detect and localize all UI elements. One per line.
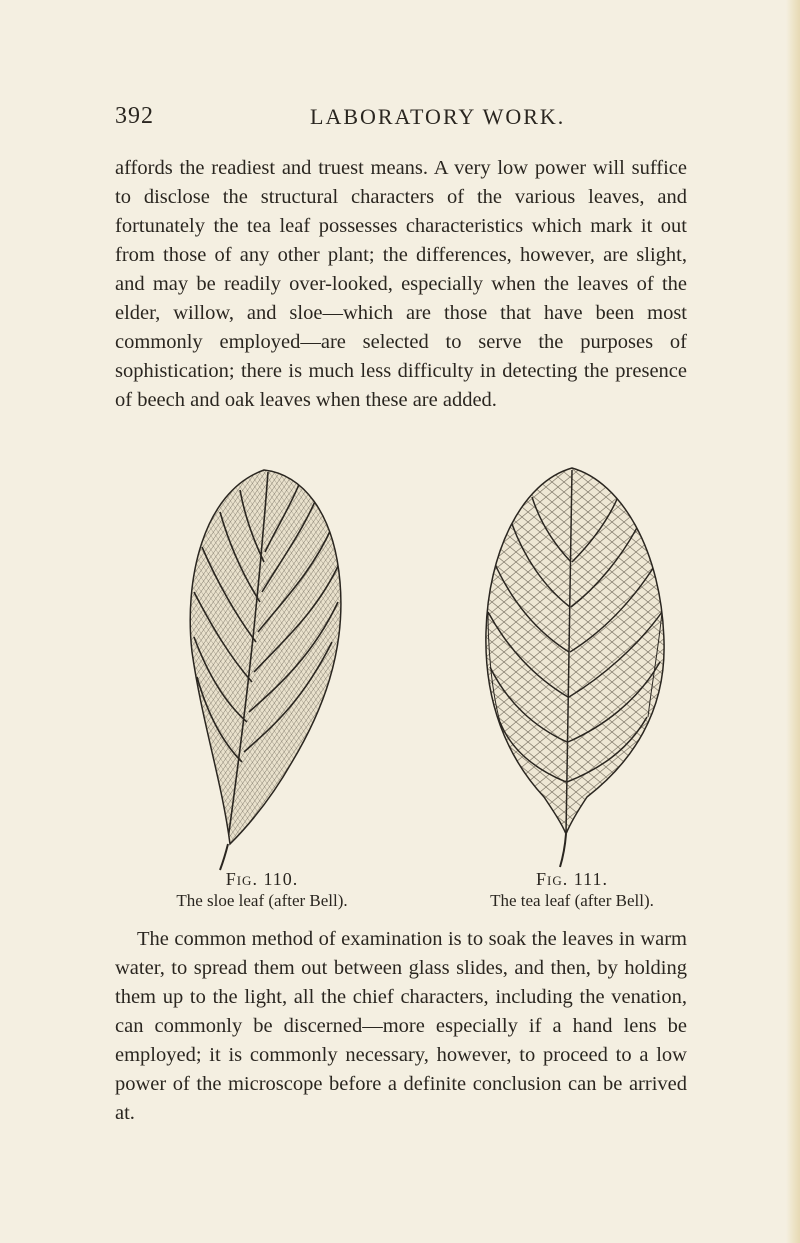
page-number: 392 bbox=[115, 103, 154, 129]
sloe-leaf-illustration bbox=[152, 452, 372, 872]
page-edge bbox=[786, 0, 800, 1243]
running-head: LABORATORY WORK. bbox=[310, 104, 566, 129]
figure-110-caption bbox=[122, 869, 402, 911]
figure-111-description: The tea leaf (after Bell). bbox=[490, 891, 654, 910]
figure-111-caption bbox=[432, 869, 712, 911]
figure-110-description: The sloe leaf (after Bell). bbox=[176, 891, 348, 910]
figure-110-label: Fig. 110. bbox=[225, 869, 299, 889]
tea-leaf-illustration bbox=[462, 452, 682, 872]
paragraph-2: The common method of examination is to soak the leaves in warm water, to spread them out between glass slides, and then, by holding them up to the light, all the chief characters, including the venation, can commonly be discerned—more especially if a hand lens be employed; it is commonly necessary, however, to proceed to a low power of the microscope before a definite conclusion can be arrived at. bbox=[115, 928, 687, 1124]
page-header bbox=[115, 103, 685, 133]
paragraph-1: affords the readiest and truest means. A very low power will suffice to disclose the structural characters of the various leaves, and fortunately the tea leaf possesses characteristics which mark it out from those of any other plant; the differences, however, are slight, and may be readily over-looked, especially when the leaves of the elder, willow, and sloe—which are those that have been most commonly employed—are selected to serve the purposes of sophistication; there is much less difficulty in detecting the presence of beech and oak leaves when these are added. bbox=[115, 157, 687, 411]
figure-111-label: Fig. 111. bbox=[536, 869, 608, 889]
